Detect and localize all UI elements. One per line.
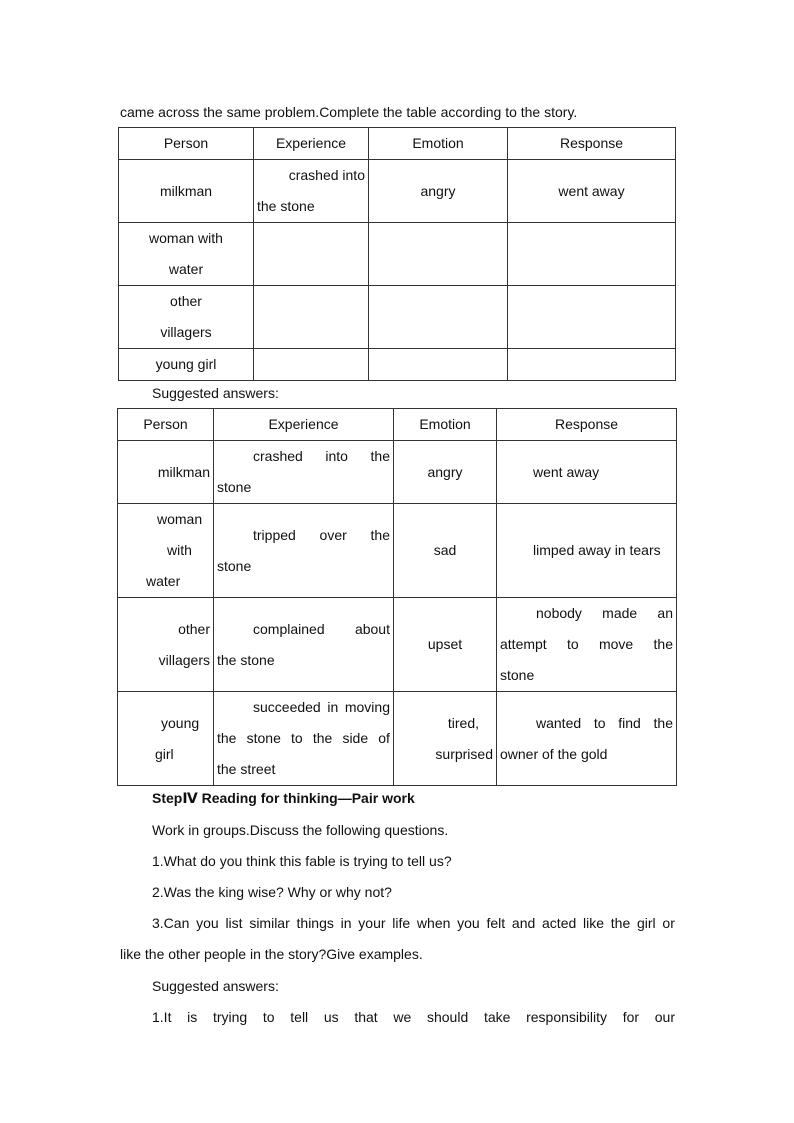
table-row	[118, 692, 677, 786]
cell-response: went away	[497, 441, 677, 504]
cell-emotion[interactable]	[369, 349, 508, 381]
cell-person: other villagers	[118, 598, 214, 692]
cell-emotion[interactable]	[369, 223, 508, 286]
table-row	[118, 441, 677, 504]
cell-person: woman with water	[119, 223, 254, 286]
table-row	[119, 223, 676, 286]
cell-person: milkman	[118, 441, 214, 504]
cell-response: limped away in tears	[497, 504, 677, 598]
header-person: Person	[118, 409, 214, 441]
question-3-continued: like the other people in the story?Give examples.	[120, 946, 423, 962]
intro-text: came across the same problem.Complete the table according to the story.	[120, 104, 578, 120]
table-row	[119, 286, 676, 349]
cell-person: young girl	[118, 692, 214, 786]
cell-emotion[interactable]	[369, 286, 508, 349]
header-response: Response	[497, 409, 677, 441]
cell-response[interactable]	[508, 349, 676, 381]
cell-emotion: sad	[394, 504, 497, 598]
table-row	[119, 349, 676, 381]
cell-experience[interactable]	[254, 223, 369, 286]
table-header-row	[119, 128, 676, 160]
cell-experience[interactable]	[254, 349, 369, 381]
cell-emotion: angry	[394, 441, 497, 504]
section-heading: StepⅣ Reading for thinking—Pair work	[152, 790, 415, 806]
cell-person: young girl	[119, 349, 254, 381]
header-response: Response	[508, 128, 676, 160]
cell-response: nobody made an attempt to move the stone	[497, 598, 677, 692]
table-row	[118, 504, 677, 598]
cell-person: woman with water	[118, 504, 214, 598]
suggested-answers-label: Suggested answers:	[152, 385, 279, 401]
cell-emotion: upset	[394, 598, 497, 692]
cell-response: went away	[508, 160, 676, 223]
question-2: 2.Was the king wise? Why or why not?	[152, 884, 392, 900]
header-emotion: Emotion	[369, 128, 508, 160]
answer-1: 1.It is trying to tell us that we should take responsibility for our	[152, 1009, 675, 1025]
cell-experience: crashed into the stone	[254, 160, 369, 223]
header-person: Person	[119, 128, 254, 160]
cell-response[interactable]	[508, 223, 676, 286]
exercise-table	[118, 127, 676, 381]
table-row	[118, 598, 677, 692]
table-header-row	[118, 409, 677, 441]
cell-person: milkman	[119, 160, 254, 223]
answers-table	[117, 408, 677, 786]
cell-experience[interactable]	[254, 286, 369, 349]
header-experience: Experience	[214, 409, 394, 441]
cell-emotion: angry	[369, 160, 508, 223]
question-1: 1.What do you think this fable is trying to tell us?	[152, 853, 452, 869]
cell-experience: crashed into the stone	[214, 441, 394, 504]
header-experience: Experience	[254, 128, 369, 160]
cell-experience: succeeded in moving the stone to the side of the street	[214, 692, 394, 786]
cell-experience: complained about the stone	[214, 598, 394, 692]
header-emotion: Emotion	[394, 409, 497, 441]
cell-person: other villagers	[119, 286, 254, 349]
suggested-answers-label-2: Suggested answers:	[152, 978, 279, 994]
task-instruction: Work in groups.Discuss the following questions.	[152, 822, 449, 838]
table-row	[119, 160, 676, 223]
cell-response: wanted to find the owner of the gold	[497, 692, 677, 786]
cell-emotion: tired, surprised	[394, 692, 497, 786]
cell-experience: tripped over the stone	[214, 504, 394, 598]
cell-response[interactable]	[508, 286, 676, 349]
question-3: 3.Can you list similar things in your life when you felt and acted like the girl or	[152, 915, 675, 931]
